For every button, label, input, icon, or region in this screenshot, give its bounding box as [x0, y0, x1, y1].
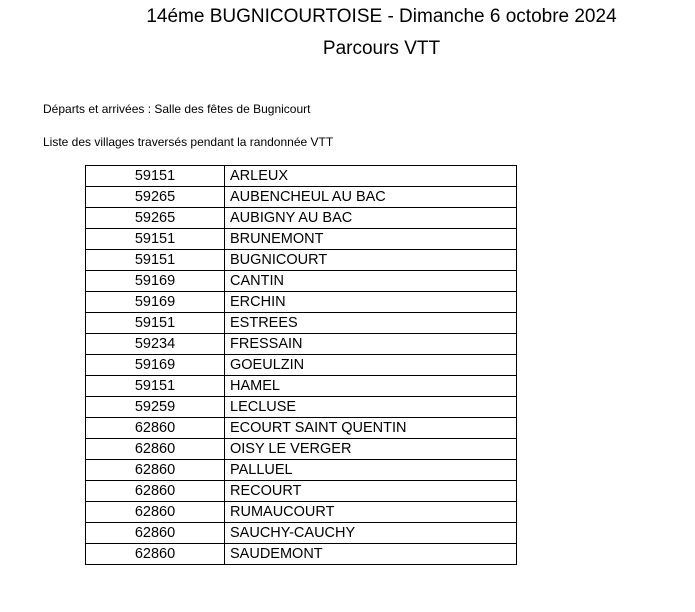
postcode-cell: 59151 [86, 229, 225, 250]
postcode-cell: 59169 [86, 271, 225, 292]
table-row [86, 271, 517, 292]
village-name-cell: BRUNEMONT [225, 229, 517, 250]
postcode-cell: 62860 [86, 460, 225, 481]
village-name-cell: SAUCHY-CAUCHY [225, 523, 517, 544]
villages-table-body [86, 166, 517, 565]
postcode-cell: 59259 [86, 397, 225, 418]
table-row [86, 418, 517, 439]
postcode-cell: 62860 [86, 544, 225, 565]
postcode-cell: 59151 [86, 250, 225, 271]
village-name-cell: ECOURT SAINT QUENTIN [225, 418, 517, 439]
postcode-cell: 62860 [86, 502, 225, 523]
postcode-cell: 59151 [86, 376, 225, 397]
table-row [86, 250, 517, 271]
postcode-cell: 62860 [86, 523, 225, 544]
table-row [86, 334, 517, 355]
table-row [86, 376, 517, 397]
village-name-cell: ERCHIN [225, 292, 517, 313]
village-name-cell: RUMAUCOURT [225, 502, 517, 523]
postcode-cell: 62860 [86, 418, 225, 439]
page-subtitle: Parcours VTT [322, 38, 441, 59]
village-name-cell: RECOURT [225, 481, 517, 502]
village-name-cell: OISY LE VERGER [225, 439, 517, 460]
table-row [86, 439, 517, 460]
postcode-cell: 62860 [86, 439, 225, 460]
village-name-cell: LECLUSE [225, 397, 517, 418]
postcode-cell: 59151 [86, 313, 225, 334]
table-row [86, 523, 517, 544]
table-row [86, 397, 517, 418]
postcode-cell: 59265 [86, 187, 225, 208]
table-row [86, 544, 517, 565]
village-name-cell: SAUDEMONT [225, 544, 517, 565]
village-name-cell: GOEULZIN [225, 355, 517, 376]
village-name-cell: ARLEUX [225, 166, 517, 187]
page-title: 14éme BUGNICOURTOISE - Dimanche 6 octobre 2024 [146, 6, 617, 27]
postcode-cell: 59169 [86, 355, 225, 376]
postcode-cell: 62860 [86, 481, 225, 502]
villages-table [85, 165, 517, 565]
village-name-cell: CANTIN [225, 271, 517, 292]
village-name-cell: AUBENCHEUL AU BAC [225, 187, 517, 208]
village-name-cell: HAMEL [225, 376, 517, 397]
village-name-cell: ESTREES [225, 313, 517, 334]
list-caption: Liste des villages traversés pendant la randonnée VTT [43, 135, 334, 149]
table-row [86, 208, 517, 229]
table-row [86, 187, 517, 208]
postcode-cell: 59265 [86, 208, 225, 229]
table-row [86, 355, 517, 376]
table-row [86, 313, 517, 334]
postcode-cell: 59151 [86, 166, 225, 187]
table-row [86, 292, 517, 313]
village-name-cell: PALLUEL [225, 460, 517, 481]
table-row [86, 229, 517, 250]
table-row [86, 502, 517, 523]
postcode-cell: 59169 [86, 292, 225, 313]
table-row [86, 460, 517, 481]
postcode-cell: 59234 [86, 334, 225, 355]
village-name-cell: AUBIGNY AU BAC [225, 208, 517, 229]
table-row [86, 166, 517, 187]
village-name-cell: BUGNICOURT [225, 250, 517, 271]
table-row [86, 481, 517, 502]
village-name-cell: FRESSAIN [225, 334, 517, 355]
departures-info: Départs et arrivées : Salle des fêtes de Bugnicourt [43, 102, 311, 116]
